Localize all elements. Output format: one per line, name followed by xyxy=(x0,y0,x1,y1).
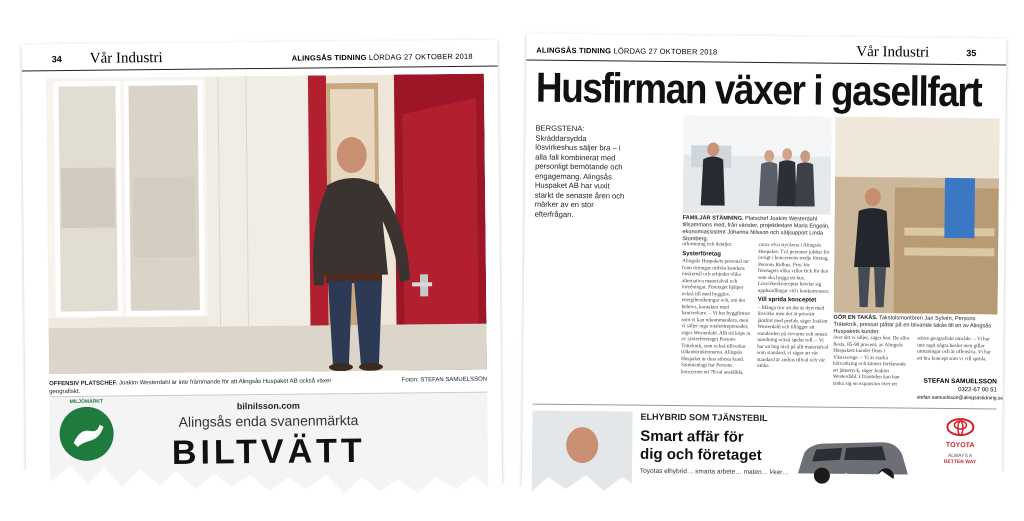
article-col-1 xyxy=(680,241,754,422)
article-ingress: BERGSTENA: Skräddarsydda lösvirkeshus säljer bra – i alla fall kombinerat med personligt bemötande och engagemang. Alingsås Huspaket AB har vuxit starkt de senaste åren och märker av en stor efterfrågan. xyxy=(534,123,625,219)
article-col-4 xyxy=(917,336,997,377)
ad-brand: TOYOTA xyxy=(945,441,975,450)
staff-photo-caption xyxy=(682,215,830,245)
right-paper-date: LÖRDAG 27 OKTOBER 2018 xyxy=(613,46,718,57)
caption-label: OFFENSIV PLATSCHEF. xyxy=(49,380,118,388)
subhead-systerforetag: Systerföretag xyxy=(682,250,721,258)
right-paper-meta xyxy=(536,46,717,57)
article-col-4-text: större geografiskt område. – Vi har inte tagit några beslut men gillar utmaningar och är offensiva. Vi har ett bra koncept som vi vill sprida. xyxy=(917,335,991,362)
article-byline xyxy=(916,377,1004,403)
ad-kicker: ELHYBRID SOM TJÄNSTEBIL xyxy=(640,411,768,424)
article-col-3 xyxy=(833,335,912,396)
torn-paper-edge xyxy=(0,431,1024,521)
right-paper-name: ALINGSÅS TIDNING xyxy=(536,45,612,56)
staff-caption-text: Platschef Joakim Westerdahl tillsammans med, från vänster, projektledare Maria Engelin, ekonomiassistent Johanna Nilsson och säljsupport Linda Stomberg. xyxy=(682,215,830,243)
ad-headline-1: Smart affär för xyxy=(640,427,744,446)
ad-headline-2: dig och företaget xyxy=(640,445,762,464)
left-section-title: Vår Industri xyxy=(89,50,163,67)
article-col-2 xyxy=(756,242,830,423)
right-page-number: 35 xyxy=(966,48,977,59)
ad-slogan-1: ALWAYS A xyxy=(947,452,973,460)
staff-caption-label: FAMILJÄR STÄMNING. xyxy=(682,215,744,222)
subhead-sprida-konceptet: Vill sprida konceptet xyxy=(757,296,817,304)
left-page-header xyxy=(22,48,498,72)
photo-credit: Foton: STEFAN SAMUELSSON xyxy=(401,376,488,384)
right-section-title: Vår Industri xyxy=(856,43,930,61)
photo-office-staff xyxy=(683,115,832,215)
byline-email: stefan.samuelsson@alingsastidning.se xyxy=(916,394,1004,402)
workshop-caption-text: Takstolsmontören Jan Sylvén, Persons Trätekník, pressar plåtar på en blivande takås till en av Alingsås Huspakets kunder. xyxy=(833,315,992,336)
photo-man-in-doorway xyxy=(46,74,487,375)
article-col-3-text: över det vi säljer, säger han. De allra flesta, 85-90 procent, av Alingsås Huspakets kunder finns i Västsverige. – Vi är starka härvarkring och känner fortfarande ett jättetryck, säger Joakim Westerdahl. I framtiden kan han tänka sig en expansion över ett xyxy=(832,334,910,387)
article-col-2-text: varav elva styckena i Alingsås Huspaket. Två personer jobbar för övrigt i koncernens tredje företag, Persons Ridhus. Pris: för företagets olika villor fick för den som ska bygga ett hus. Lösvirkeskonceptet hävdar sig upphandlingar vid i konkurrensen. xyxy=(757,241,830,295)
ad-slogan-2: BETTER WAY xyxy=(943,458,977,466)
svanen-logo-text: MILJÖMÄRKT xyxy=(69,398,104,406)
left-paper-name: ALINGSÅS TIDNING xyxy=(291,52,367,63)
staff-photo xyxy=(683,115,832,215)
article-col-2-text-2: – Många tror att det är dyrt med lösvirke men det är prisvärt jämfört med prefab, säger Joakim Westerdahl och tillägger att standarden på virvarne och annan inredning också spelar roll. – Vi har en hög nivå på allt materialval som standard, vi säger att vår standard är andras tillval och vår utöka xyxy=(757,304,829,370)
left-paper-date: LÖRDAG 27 OKTOBER 2018 xyxy=(368,51,473,62)
ad-body: Toyotas elhybrid… smarta arbete… maten… kker… xyxy=(639,467,789,477)
article-headline: Husfirman växer i gasellfart xyxy=(535,63,982,116)
left-page-number: 34 xyxy=(51,54,62,65)
byline-name: STEFAN SAMUELSSON xyxy=(923,377,997,386)
byline-phone: 0322-67 00 51 xyxy=(958,387,997,394)
workshop-photo xyxy=(834,117,1000,315)
caption-text: Joakim Westerdahl är inte främmande för att Alingsås Huspaket AB också växer geografiskt. xyxy=(49,378,332,396)
workshop-caption-label: GÖR EN TAKÅS. xyxy=(833,314,878,322)
article-col-1-text-b: Alingsås Huspakets personal tar fram ritningar utifrån kundens önskemål och erbjuder olika alternativa materialval och inredningar. Företaget hjälper också till med bygglov, energiberäkningar och, om det behövs, kontakter med hantverkare. – Vi har byggfirmor som vi kan rekommendera, men vi säljer inga totalentreprenader, säger Westerdahl. Allt trä köps in av systerföretaget Persons Träteknik, som också tillverkar träkonstruktionerna. Alingsås Huspaket är dess största kund. Sammanlagt har Persons koncernen ett 70-tal anställda, xyxy=(680,258,751,376)
photo-takstol-workshop xyxy=(834,117,1000,315)
article-col-1-text-a: utformning och detaljer. xyxy=(682,241,733,248)
left-paper-meta xyxy=(292,52,473,63)
ad-title: BILTVÄTT xyxy=(171,431,366,472)
main-photo-platschef xyxy=(46,74,487,375)
article-col-intro xyxy=(533,214,675,415)
right-page-header xyxy=(526,41,1006,65)
ad-tagline: Alingsås enda svanenmärkta xyxy=(178,411,359,430)
ad-site: bilnilsson.com xyxy=(236,400,300,412)
